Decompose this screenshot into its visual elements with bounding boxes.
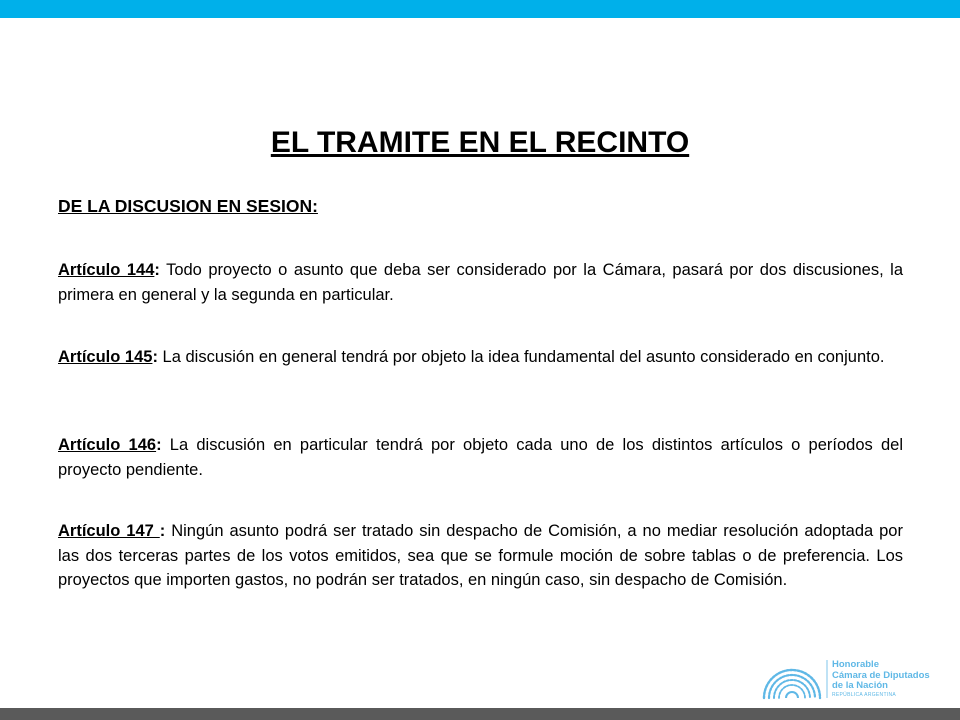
article-label: Artículo 144 [58, 261, 155, 279]
article-colon: : [152, 348, 158, 366]
article-label: Artículo 147 [58, 522, 160, 540]
section-subtitle: DE LA DISCUSION EN SESION: [58, 196, 318, 216]
logo-line: Honorable [832, 659, 879, 670]
top-accent-bar [0, 0, 960, 18]
article-145 [58, 345, 903, 370]
page-title: EL TRAMITE EN EL RECINTO [270, 126, 690, 159]
logo-line: REPÚBLICA ARGENTINA [832, 691, 897, 698]
logo-line: Cámara de Diputados [832, 669, 930, 681]
article-144 [58, 258, 903, 307]
article-colon: : [154, 261, 160, 279]
article-text: Ningún asunto podrá ser tratado sin despacho de Comisión, a no mediar resolución adoptada por las dos terceras partes de los votos emitidos, sea que se formule moción de sobre tablas o de preferencia. Los proyectos que importen gastos, no podrán ser tratados, en ningún caso, sin despacho de Comisión. [58, 522, 903, 589]
article-label: Artículo 145 [58, 348, 153, 366]
logo-text [832, 660, 930, 699]
article-146 [58, 433, 903, 482]
article-colon: : [156, 436, 162, 454]
article-text: La discusión en particular tendrá por objeto cada uno de los distintos artículos o períodos del proyecto pendiente. [58, 436, 903, 479]
article-label: Artículo 146 [58, 436, 157, 454]
article-147 [58, 519, 903, 593]
logo-line: de la Nación [832, 680, 888, 691]
article-text: La discusión en general tendrá por objeto la idea fundamental del asunto considerado en conjunto. [157, 348, 885, 366]
bottom-bar [0, 708, 960, 720]
article-colon: : [159, 522, 166, 540]
article-text: Todo proyecto o asunto que deba ser considerado por la Cámara, pasará por dos discusiones, la primera en general y la segunda en particular. [58, 261, 903, 304]
